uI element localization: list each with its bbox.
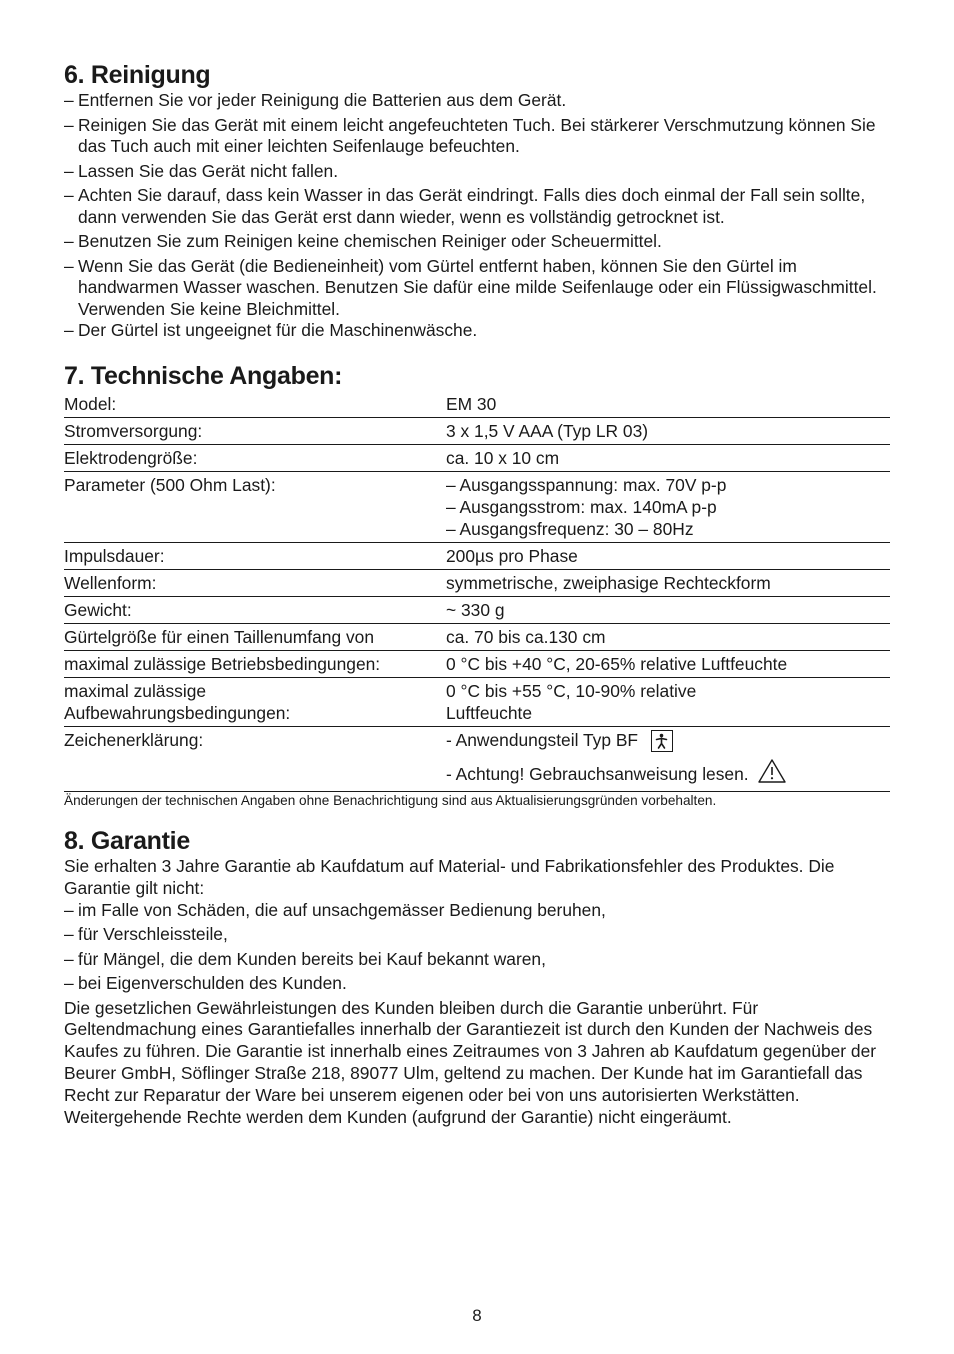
table-row <box>64 597 890 624</box>
spec-key-line: Aufbewahrungsbedingungen: <box>64 703 291 723</box>
symbol-label: - Achtung! Gebrauchsanweisung lesen. <box>446 764 749 784</box>
warranty-body: Die gesetzlichen Gewährleistungen des Kunden bleiben durch die Garantie unberührt. Für Geltendmachung eines Garantiefalles innerhalb der Garantiezeit ist durch den Kunden der Nachweis des Kaufes zu führen. Die Garantie ist innerhalb eines Zeitraumes von 3 Jahren ab Kaufdatum gegenüber der Beurer GmbH, Söflinger Straße 218, 89077 Ulm, geltend zu machen. Der Kunde hat im Garantiefall das Recht zur Reparatur der Ware bei unserem eigenen oder bei von uns autorisierten Werkstätten. Weitergehende Rechte werden dem Kunden (aufgrund der Garantie) nicht eingeräumt. <box>64 997 877 1127</box>
list-item: – Reinigen Sie das Gerät mit einem leicht angefeuchteten Tuch. Bei stärkerer Verschmutzung können Sie das Tuch auch mit einer leichten Seifenlauge befeuchten. <box>64 115 890 158</box>
spec-value: ~ 330 g <box>446 597 890 624</box>
table-row <box>64 445 890 472</box>
section-title: 8. Garantie <box>64 827 190 855</box>
symbol-label: - Anwendungsteil Typ BF <box>446 730 639 750</box>
table-row <box>64 651 890 678</box>
applied-part-type-bf-icon <box>651 730 673 752</box>
list-item: – für Mängel, die dem Kunden bereits bei Kauf bekannt waren, <box>64 949 890 971</box>
cleaning-list <box>64 90 890 342</box>
spec-key: maximal zulässige Betriebsbedingungen: <box>64 651 446 678</box>
section-warranty <box>64 826 890 1128</box>
table-row <box>64 543 890 570</box>
spec-key: Gewicht: <box>64 597 446 624</box>
spec-value: ca. 70 bis ca.130 cm <box>446 624 890 651</box>
section-title: 7. Technische Angaben: <box>64 362 343 390</box>
spec-key: Model: <box>64 391 446 418</box>
section-technical-specs <box>64 361 890 792</box>
spec-value <box>446 678 890 727</box>
table-row <box>64 678 890 727</box>
table-row <box>64 727 890 792</box>
list-item: – Entfernen Sie vor jeder Reinigung die Batterien aus dem Gerät. <box>64 90 890 112</box>
spec-value <box>446 727 890 792</box>
warranty-exclusions <box>64 900 890 995</box>
spec-key: Elektrodengröße: <box>64 445 446 472</box>
list-item: – im Falle von Schäden, die auf unsachgemässer Bedienung beruhen, <box>64 900 890 922</box>
spec-value-line: – Ausgangsstrom: max. 140mA p-p <box>446 497 717 517</box>
warranty-intro: Sie erhalten 3 Jahre Garantie ab Kaufdatum auf Material- und Fabrikationsfehler des Produktes. Die Garantie gilt nicht: <box>64 856 835 898</box>
list-item: – bei Eigenverschulden des Kunden. <box>64 973 890 995</box>
symbol-line-bf <box>446 729 890 752</box>
list-item: – Benutzen Sie zum Reinigen keine chemischen Reiniger oder Scheuermittel. <box>64 231 890 253</box>
specs-footnote: Änderungen der technischen Angaben ohne Benachrichtigung sind aus Aktualisierungsgründen vorbehalten. <box>64 793 717 808</box>
table-row <box>64 624 890 651</box>
spec-value: EM 30 <box>446 391 890 418</box>
spec-value: symmetrische, zweiphasige Rechteckform <box>446 570 890 597</box>
spec-table <box>64 391 890 792</box>
spec-key: Stromversorgung: <box>64 418 446 445</box>
table-row <box>64 472 890 543</box>
page-number: 8 <box>472 1306 482 1325</box>
spec-value: 3 x 1,5 V AAA (Typ LR 03) <box>446 418 890 445</box>
list-item: – Wenn Sie das Gerät (die Bedieneinheit) vom Gürtel entfernt haben, können Sie den Gürtel im handwarmen Wasser waschen. Benutzen Sie dafür eine milde Seifenlauge oder ein Flüssigwaschmittel. Verwenden Sie keine Bleichmittel. <box>64 256 890 321</box>
spec-value-line: – Ausgangsfrequenz: 30 – 80Hz <box>446 519 694 539</box>
table-row <box>64 391 890 418</box>
section-cleaning <box>64 60 890 345</box>
spec-key: Impulsdauer: <box>64 543 446 570</box>
symbol-line-warning <box>446 758 890 789</box>
spec-value-line: Luftfeuchte <box>446 703 533 723</box>
list-item: – Der Gürtel ist ungeeignet für die Maschinenwäsche. <box>64 320 890 342</box>
list-item: – Achten Sie darauf, dass kein Wasser in das Gerät eindringt. Falls dies doch einmal der Fall sein sollte, dann verwenden Sie das Gerät erst dann wieder, wenn es vollständig getrocknet ist. <box>64 185 890 228</box>
spec-key: Parameter (500 Ohm Last): <box>64 472 446 543</box>
spec-value-line: – Ausgangsspannung: max. 70V p-p <box>446 475 727 495</box>
list-item: – für Verschleissteile, <box>64 924 890 946</box>
spec-key: Zeichenerklärung: <box>64 727 446 792</box>
table-row <box>64 418 890 445</box>
spec-key <box>64 678 446 727</box>
spec-value: ca. 10 x 10 cm <box>446 445 890 472</box>
list-item: – Lassen Sie das Gerät nicht fallen. <box>64 161 890 183</box>
spec-key: Gürtelgröße für einen Taillenumfang von <box>64 624 446 651</box>
table-row <box>64 570 890 597</box>
warning-triangle-icon <box>757 758 787 789</box>
spec-value: 0 °C bis +40 °C, 20-65% relative Luftfeuchte <box>446 651 890 678</box>
section-title: 6. Reinigung <box>64 61 211 89</box>
spec-value-line: 0 °C bis +55 °C, 10-90% relative <box>446 681 697 701</box>
spec-key-line: maximal zulässige <box>64 681 207 701</box>
spec-value <box>446 472 890 543</box>
spec-value: 200µs pro Phase <box>446 543 890 570</box>
spec-key: Wellenform: <box>64 570 446 597</box>
